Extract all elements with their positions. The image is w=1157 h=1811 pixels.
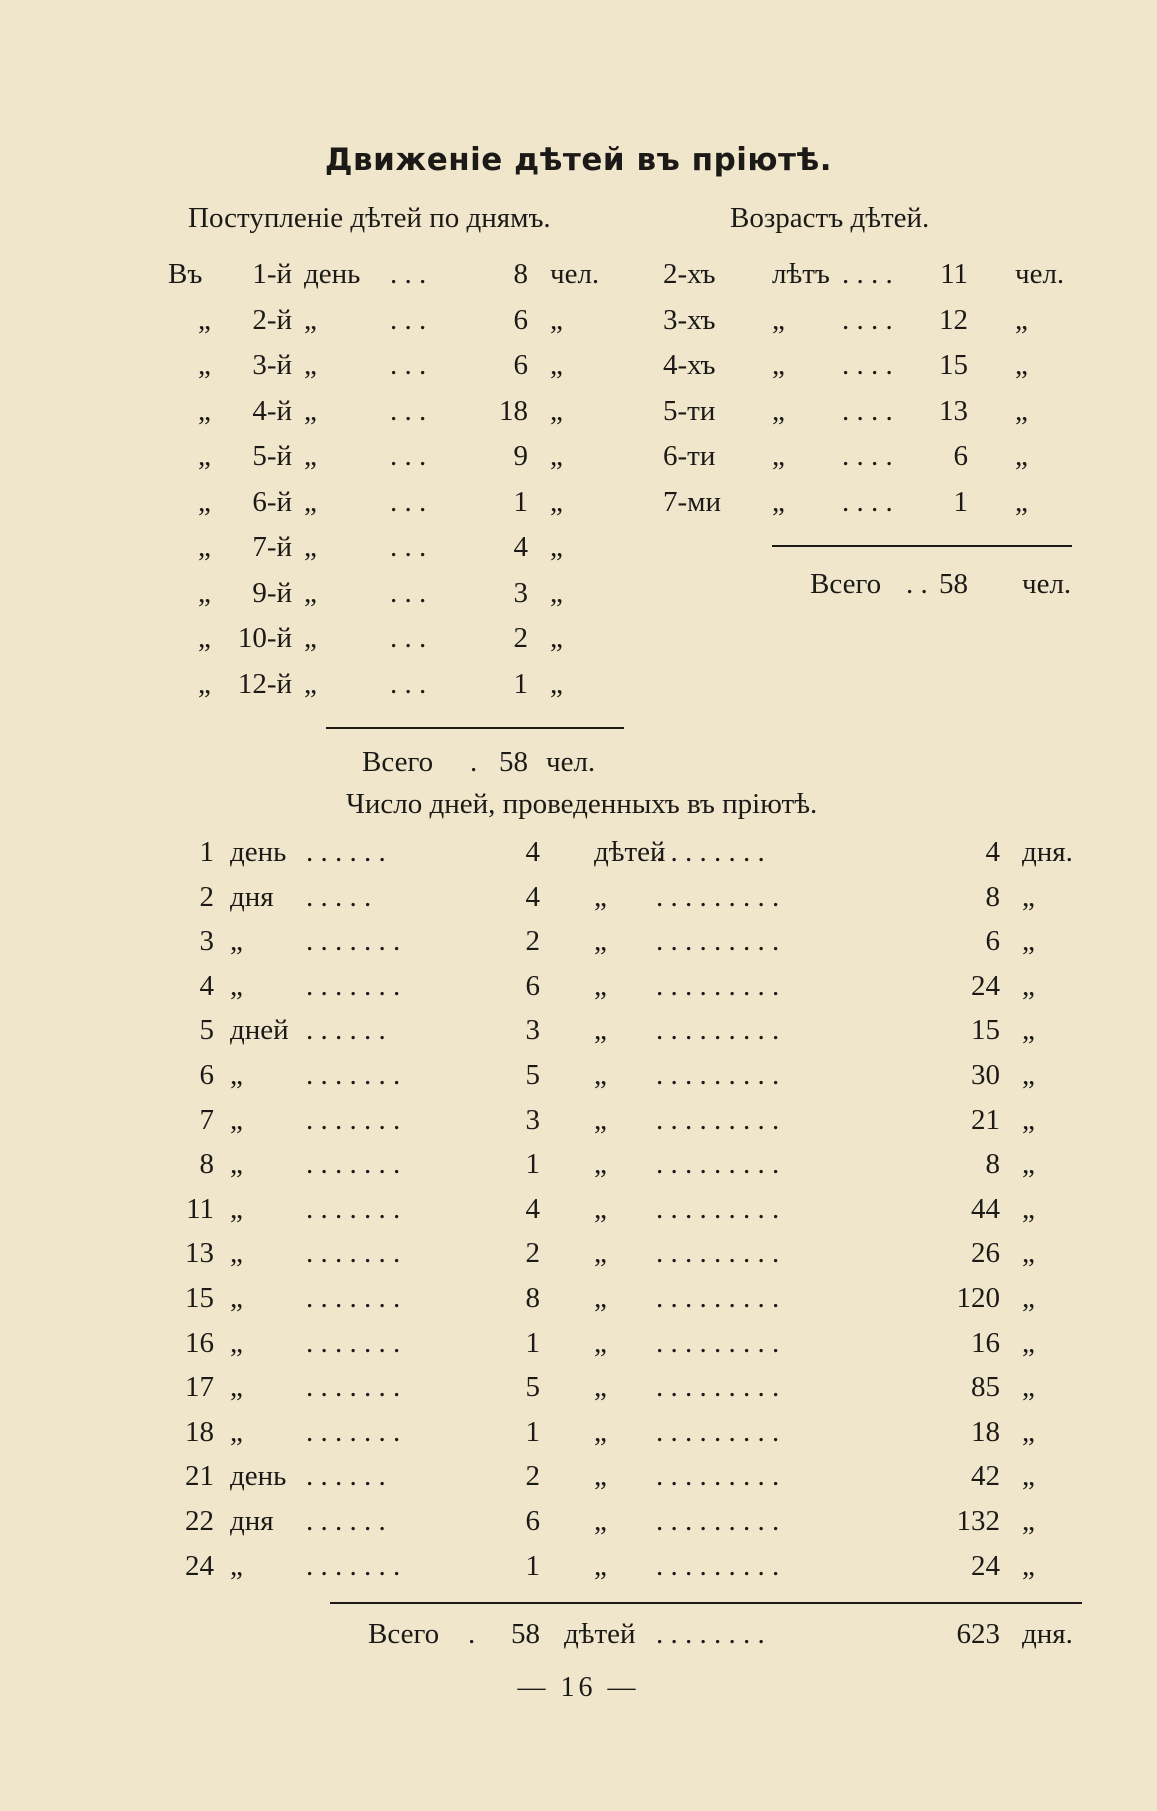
days-spent-row [0,1550,1157,1594]
day-dots: . . . [390,349,427,381]
days-dots2: . . . . . . . . . [656,1282,780,1314]
day-dots: . . . [390,258,427,290]
days-spent-row [0,1327,1157,1371]
age-unit: „ [772,486,785,518]
age-suffix: „ [1015,349,1028,381]
age-total-label: Всего [810,568,882,600]
days-unit: „ [230,1550,243,1582]
days-value: 18 [185,1416,214,1448]
children-unit: „ [594,1237,607,1269]
age-suffix: „ [1015,440,1028,472]
days-unit: дня [230,881,274,913]
total-days: 120 [956,1282,1000,1314]
total-days-unit: „ [1022,970,1035,1002]
day-ordinal: 4-й [252,395,292,427]
days-value: 21 [185,1460,214,1492]
day-ditto: „ [198,577,211,609]
day-unit: „ [304,395,317,427]
total-days: 85 [971,1371,1000,1403]
total-days: 42 [971,1460,1000,1492]
days-dots: . . . . . . . [306,1193,401,1225]
days-total-rule [330,1602,1082,1604]
upper-table-row [0,486,1157,530]
day-total-row [0,746,1157,790]
day-ditto: „ [198,486,211,518]
age-count: 6 [953,440,968,472]
total-days-unit: „ [1022,1148,1035,1180]
days-total-days-unit: дня. [1022,1618,1073,1650]
upper-table-row [0,440,1157,484]
day-suffix: „ [550,531,563,563]
day-ordinal: 9-й [252,577,292,609]
total-days: 24 [971,1550,1000,1582]
day-prefix: Въ [168,258,203,290]
days-dots2: . . . . . . . . . [656,1193,780,1225]
total-days-unit: „ [1022,925,1035,957]
total-days-unit: „ [1022,1460,1035,1492]
children-unit: „ [594,1014,607,1046]
day-ditto: „ [198,440,211,472]
age-count: 15 [939,349,968,381]
days-dots: . . . . . . . [306,1148,401,1180]
days-unit: „ [230,1059,243,1091]
days-spent-row [0,1505,1157,1549]
age-suffix: „ [1015,395,1028,427]
days-dots2: . . . . . . . . . [656,1237,780,1269]
day-unit: „ [304,668,317,700]
days-value: 24 [185,1550,214,1582]
day-dots: . . . [390,395,427,427]
age-unit: „ [772,395,785,427]
age-unit: „ [772,440,785,472]
days-unit: „ [230,1104,243,1136]
days-dots2: . . . . . . . . . [656,1148,780,1180]
day-count: 4 [513,531,528,563]
day-count: 3 [513,577,528,609]
days-dots: . . . . . . . [306,1327,401,1359]
age-label: 6-ти [663,440,716,472]
days-total-days: 623 [956,1618,1000,1650]
days-unit: „ [230,1193,243,1225]
days-total-dots2: . . . . . . . . [656,1618,765,1650]
total-days-unit: „ [1022,1059,1035,1091]
days-unit: „ [230,1371,243,1403]
days-spent-row [0,1148,1157,1192]
total-days: 4 [985,836,1000,868]
age-total-value: 58 [939,568,968,600]
days-dots: . . . . . . . [306,1104,401,1136]
day-ordinal: 1-й [252,258,292,290]
children-unit: „ [594,970,607,1002]
days-unit: дней [230,1014,289,1046]
day-unit: „ [304,304,317,336]
day-ditto: „ [198,668,211,700]
age-dots: . . . . [842,395,893,427]
days-unit: „ [230,1327,243,1359]
day-ordinal: 5-й [252,440,292,472]
day-ordinal: 7-й [252,531,292,563]
days-spent-row [0,1371,1157,1415]
days-dots2: . . . . . . . . . [656,1059,780,1091]
total-days-unit: „ [1022,1104,1035,1136]
days-spent-row [0,1416,1157,1460]
day-ordinal: 6-й [252,486,292,518]
day-dots: . . . [390,577,427,609]
age-dots: . . . . [842,440,893,472]
age-count: 1 [953,486,968,518]
days-unit: „ [230,925,243,957]
day-unit: „ [304,349,317,381]
total-days-unit: „ [1022,1416,1035,1448]
upper-table-row [0,304,1157,348]
children-unit: „ [594,1371,607,1403]
children-count: 2 [525,1460,540,1492]
total-days: 44 [971,1193,1000,1225]
age-count: 11 [940,258,968,290]
day-total-dots: . [470,746,478,778]
age-dots: . . . . [842,486,893,518]
age-label: 3-хъ [663,304,716,336]
day-unit: „ [304,440,317,472]
day-suffix: чел. [550,258,600,290]
days-unit: „ [230,1148,243,1180]
days-value: 22 [185,1505,214,1537]
day-suffix: „ [550,668,563,700]
days-dots2: . . . . . . . . . [656,1327,780,1359]
day-ordinal: 10-й [237,622,292,654]
upper-table-row [0,622,1157,666]
day-total-suffix: чел. [546,746,596,778]
day-ditto: „ [198,622,211,654]
children-count: 6 [525,1505,540,1537]
day-ordinal: 3-й [252,349,292,381]
day-suffix: „ [550,440,563,472]
day-dots: . . . [390,486,427,518]
days-spent-row [0,1104,1157,1148]
day-ditto: „ [198,304,211,336]
children-count: 3 [525,1014,540,1046]
day-count: 2 [513,622,528,654]
children-unit: „ [594,1416,607,1448]
age-total-rule [772,545,1072,547]
days-dots: . . . . . . [306,1014,386,1046]
days-spent-row [0,881,1157,925]
total-days-unit: „ [1022,1371,1035,1403]
days-dots2: . . . . . . . . . [656,1371,780,1403]
children-unit: „ [594,1148,607,1180]
days-value: 8 [199,1148,214,1180]
children-unit: „ [594,1193,607,1225]
day-suffix: „ [550,304,563,336]
days-dots2: . . . . . . . . . [656,925,780,957]
days-total-children: 58 [511,1618,540,1650]
day-unit: „ [304,531,317,563]
day-total-value: 58 [499,746,528,778]
upper-table-row [0,668,1157,712]
children-unit: „ [594,1505,607,1537]
days-dots: . . . . . . . [306,1059,401,1091]
children-unit: „ [594,1059,607,1091]
children-count: 2 [525,925,540,957]
total-days: 24 [971,970,1000,1002]
day-count: 6 [513,349,528,381]
age-label: 4-хъ [663,349,716,381]
days-value: 13 [185,1237,214,1269]
day-dots: . . . [390,622,427,654]
children-unit: „ [594,1460,607,1492]
days-unit: дня [230,1505,274,1537]
age-dots: . . . . [842,304,893,336]
by-day-heading: Поступленіе дѣтей по днямъ. [188,202,551,234]
days-dots2: . . . . . . . . . [656,1460,780,1492]
age-unit: лѣтъ [772,258,830,290]
days-total-child-unit: дѣтей [564,1618,636,1650]
days-value: 1 [199,836,214,868]
days-unit: „ [230,1282,243,1314]
children-count: 1 [525,1550,540,1582]
age-dots: . . . . [842,349,893,381]
children-count: 3 [525,1104,540,1136]
age-suffix: „ [1015,486,1028,518]
age-count: 12 [939,304,968,336]
children-count: 1 [525,1416,540,1448]
days-dots2: . . . . . . . . . [656,1505,780,1537]
days-dots: . . . . . . [306,1460,386,1492]
days-value: 5 [199,1014,214,1046]
total-days-unit: „ [1022,1327,1035,1359]
day-suffix: „ [550,395,563,427]
age-total-dots: . . [906,568,928,600]
days-spent-row [0,1014,1157,1058]
total-days-unit: „ [1022,1193,1035,1225]
day-ordinal: 12-й [237,668,292,700]
page-number: — 16 — [517,1672,640,1703]
days-total-row [0,1618,1157,1662]
day-dots: . . . [390,531,427,563]
days-dots: . . . . . [306,881,372,913]
children-count: 4 [525,881,540,913]
day-suffix: „ [550,577,563,609]
total-days: 26 [971,1237,1000,1269]
children-count: 6 [525,970,540,1002]
children-unit: „ [594,881,607,913]
total-days-unit: „ [1022,1550,1035,1582]
total-days: 8 [985,881,1000,913]
children-count: 4 [525,836,540,868]
days-spent-row [0,925,1157,969]
days-dots: . . . . . . [306,836,386,868]
day-count: 8 [513,258,528,290]
day-count: 9 [513,440,528,472]
children-count: 1 [525,1327,540,1359]
days-unit: день [230,836,287,868]
days-spent-row [0,970,1157,1014]
day-unit: „ [304,577,317,609]
age-label: 2-хъ [663,258,716,290]
day-dots: . . . [390,440,427,472]
total-days: 8 [985,1148,1000,1180]
days-value: 11 [186,1193,214,1225]
children-count: 8 [525,1282,540,1314]
days-value: 6 [199,1059,214,1091]
days-dots2: . . . . . . . . [656,836,765,868]
days-dots: . . . . . . [306,1505,386,1537]
total-days: 30 [971,1059,1000,1091]
day-suffix: „ [550,349,563,381]
days-dots2: . . . . . . . . . [656,1416,780,1448]
age-unit: „ [772,304,785,336]
children-unit: дѣтей [594,836,666,868]
age-unit: „ [772,349,785,381]
by-age-heading: Возрастъ дѣтей. [730,202,930,234]
days-unit: „ [230,1416,243,1448]
days-value: 15 [185,1282,214,1314]
days-value: 16 [185,1327,214,1359]
total-days-unit: „ [1022,1282,1035,1314]
children-unit: „ [594,1104,607,1136]
children-unit: „ [594,1282,607,1314]
age-total-suffix: чел. [1022,568,1072,600]
days-dots: . . . . . . . [306,925,401,957]
days-unit: „ [230,970,243,1002]
age-suffix: чел. [1015,258,1065,290]
children-count: 5 [525,1059,540,1091]
day-unit: „ [304,622,317,654]
days-value: 3 [199,925,214,957]
upper-table-row [0,349,1157,393]
upper-table-row [0,258,1157,302]
children-count: 1 [525,1148,540,1180]
day-ditto: „ [198,395,211,427]
day-ordinal: 2-й [252,304,292,336]
age-dots: . . . . [842,258,893,290]
children-count: 2 [525,1237,540,1269]
days-dots2: . . . . . . . . . [656,1014,780,1046]
age-label: 7-ми [663,486,722,518]
day-count: 1 [513,486,528,518]
total-days-unit: „ [1022,1237,1035,1269]
age-total-row [0,568,1157,612]
days-value: 2 [199,881,214,913]
total-days-unit: дня. [1022,836,1073,868]
total-days: 18 [971,1416,1000,1448]
days-dots2: . . . . . . . . . [656,970,780,1002]
day-total-rule [326,727,624,729]
days-value: 17 [185,1371,214,1403]
day-ditto: „ [198,349,211,381]
total-days: 15 [971,1014,1000,1046]
children-unit: „ [594,1327,607,1359]
days-unit: день [230,1460,287,1492]
days-spent-row [0,1237,1157,1281]
days-value: 4 [199,970,214,1002]
day-dots: . . . [390,668,427,700]
upper-table-row [0,395,1157,439]
days-dots: . . . . . . . [306,1371,401,1403]
total-days: 6 [985,925,1000,957]
day-suffix: „ [550,622,563,654]
day-suffix: „ [550,486,563,518]
days-total-dots: . [468,1618,476,1650]
days-spent-row [0,836,1157,880]
days-dots2: . . . . . . . . . [656,1104,780,1136]
total-days: 16 [971,1327,1000,1359]
children-unit: „ [594,1550,607,1582]
day-dots: . . . [390,304,427,336]
age-suffix: „ [1015,304,1028,336]
days-spent-row [0,1460,1157,1504]
days-value: 7 [199,1104,214,1136]
days-spent-heading: Число дней, проведенныхъ въ пріютѣ. [346,788,818,820]
days-spent-row [0,1193,1157,1237]
children-count: 5 [525,1371,540,1403]
day-total-label: Всего [362,746,434,778]
days-unit: „ [230,1237,243,1269]
day-ditto: „ [198,531,211,563]
days-dots: . . . . . . . [306,1550,401,1582]
days-dots: . . . . . . . [306,1416,401,1448]
age-label: 5-ти [663,395,716,427]
day-unit: „ [304,486,317,518]
days-spent-row [0,1059,1157,1103]
days-dots: . . . . . . . [306,1237,401,1269]
days-dots: . . . . . . . [306,970,401,1002]
day-count: 6 [513,304,528,336]
age-count: 13 [939,395,968,427]
days-dots: . . . . . . . [306,1282,401,1314]
days-total-label: Всего [368,1618,440,1650]
total-days: 132 [956,1505,1000,1537]
total-days: 21 [971,1104,1000,1136]
day-unit: день [304,258,361,290]
page-title: Движеніе дѣтей въ пріютѣ. [324,142,833,178]
days-dots2: . . . . . . . . . [656,1550,780,1582]
total-days-unit: „ [1022,881,1035,913]
day-count: 1 [513,668,528,700]
children-unit: „ [594,925,607,957]
days-spent-row [0,1282,1157,1326]
day-count: 18 [499,395,528,427]
days-dots2: . . . . . . . . . [656,881,780,913]
total-days-unit: „ [1022,1505,1035,1537]
children-count: 4 [525,1193,540,1225]
total-days-unit: „ [1022,1014,1035,1046]
